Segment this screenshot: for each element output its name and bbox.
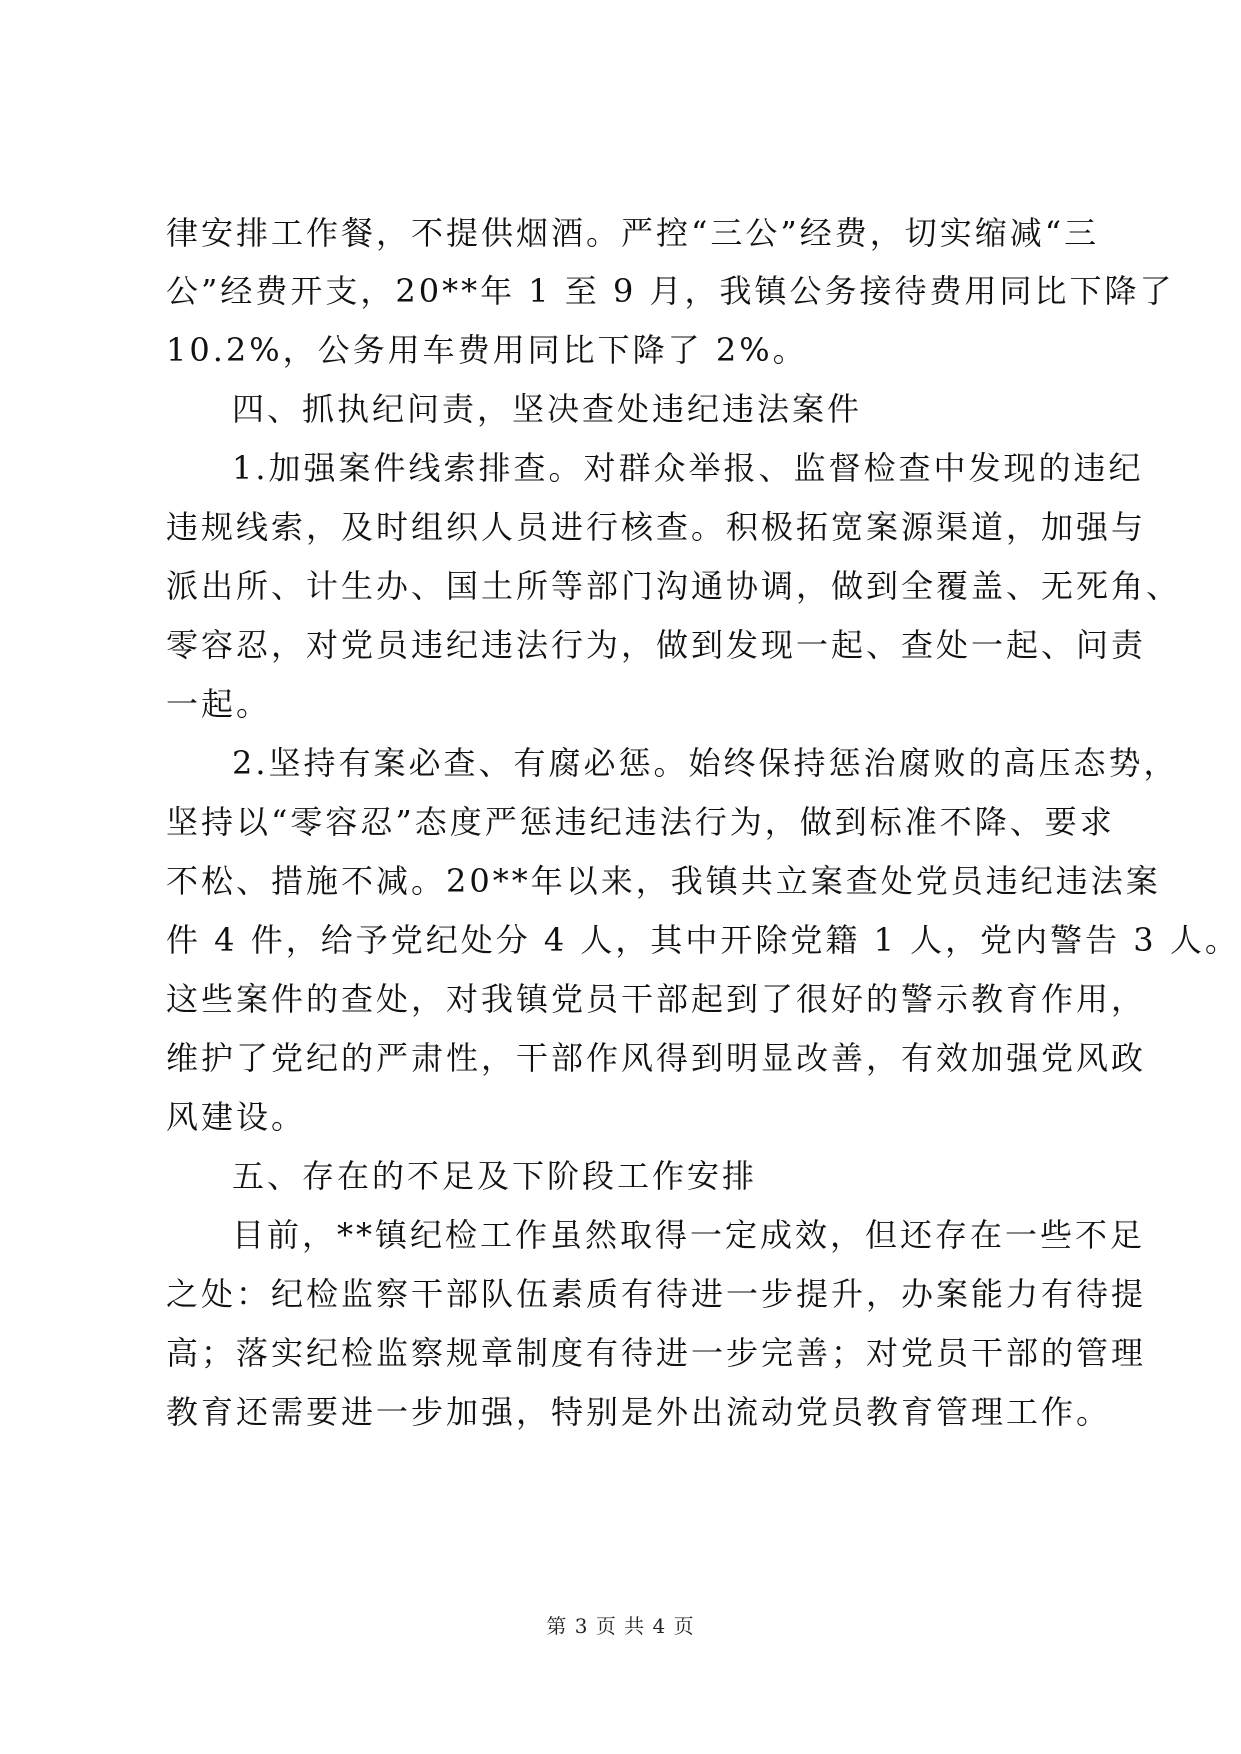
- body-text-line: 目前，**镇纪检工作虽然取得一定成效，但还存在一些不足: [232, 1216, 1146, 1254]
- body-text-line: 风建设。: [166, 1098, 307, 1136]
- body-text-line: 零容忍，对党员违纪违法行为，做到发现一起、查处一起、问责: [166, 626, 1147, 664]
- body-text-line: 违规线索，及时组织人员进行核查。积极拓宽案源渠道，加强与: [166, 508, 1147, 546]
- body-text-line: 件 4 件，给予党纪处分 4 人，其中开除党籍 1 人，党内警告 3 人。: [166, 921, 1240, 959]
- body-text-line: 2.坚持有案必查、有腐必惩。始终保持惩治腐败的高压态势，: [232, 744, 1179, 782]
- body-text-line: 1.加强案件线索排查。对群众举报、监督检查中发现的违纪: [232, 449, 1144, 487]
- body-text-line: 高；落实纪检监察规章制度有待进一步完善；对党员干部的管理: [166, 1334, 1147, 1372]
- body-text-line: 之处：纪检监察干部队伍素质有待进一步提升，办案能力有待提: [166, 1275, 1147, 1313]
- section-heading: 五、存在的不足及下阶段工作安排: [232, 1157, 758, 1195]
- body-text-line: 教育还需要进一步加强，特别是外出流动党员教育管理工作。: [166, 1393, 1112, 1431]
- body-text-line: 派出所、计生办、国土所等部门沟通协调，做到全覆盖、无死角、: [166, 567, 1182, 605]
- body-text-line: 维护了党纪的严肃性，干部作风得到明显改善，有效加强党风政: [166, 1039, 1147, 1077]
- body-text-line: 不松、措施不减。20**年以来，我镇共立案查处党员违纪违法案: [166, 862, 1161, 900]
- body-text-line: 坚持以“零容忍”态度严惩违纪违法行为，做到标准不降、要求: [166, 803, 1115, 841]
- body-text-line: 律安排工作餐，不提供烟酒。严控“三公”经费，切实缩减“三: [166, 214, 1100, 252]
- section-heading: 四、抓执纪问责，坚决查处违纪违法案件: [232, 390, 863, 428]
- body-text-line: 这些案件的查处，对我镇党员干部起到了很好的警示教育作用，: [166, 980, 1147, 1018]
- page-number-footer: 第 3 页 共 4 页: [546, 1614, 695, 1638]
- body-text-line: 一起。: [166, 685, 272, 723]
- body-text-line: 10.2%，公务用车费用同比下降了 2%。: [166, 331, 808, 369]
- body-text-line: 公”经费开支，20**年 1 至 9 月，我镇公务接待费用同比下降了: [166, 272, 1175, 310]
